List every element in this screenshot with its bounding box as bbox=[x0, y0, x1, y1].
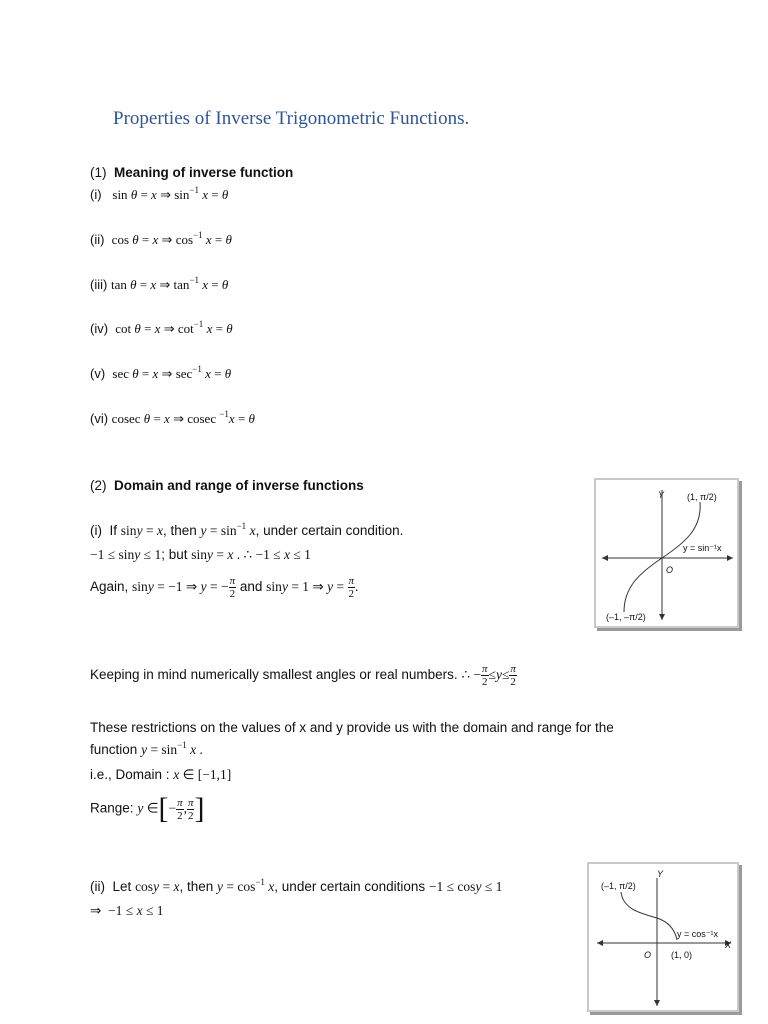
page-title: Properties of Inverse Trigonometric Functions. bbox=[113, 108, 470, 129]
arcsin-graph bbox=[594, 478, 739, 628]
item-label: (ii) bbox=[90, 879, 105, 894]
formula-row bbox=[90, 232, 232, 248]
arrow-left-icon bbox=[602, 555, 608, 561]
item-label: (ii) bbox=[90, 232, 105, 247]
text: , under certain conditions bbox=[274, 879, 426, 894]
fraction: $\frac{\pi}{2}$ bbox=[510, 663, 516, 688]
arccos-curve bbox=[621, 892, 677, 940]
text: , then bbox=[179, 879, 214, 894]
item-label: (i) bbox=[90, 523, 102, 538]
formula: cos θ = x ⇒ $\cos^{-1} x = \theta$ bbox=[111, 230, 232, 247]
formula: cot θ = x ⇒ $\cot^{-1} x = \theta$ bbox=[115, 319, 233, 336]
text: Range: bbox=[90, 800, 134, 816]
section-1-heading bbox=[90, 165, 293, 180]
section-2-heading bbox=[90, 478, 364, 493]
range-line: Range: y ∈[− $\frac{\pi}{2}$ , $\frac{\pi}{2}$ ] bbox=[90, 792, 205, 825]
paragraph: function $y = \sin^{-1} x$ . bbox=[90, 740, 203, 757]
item-label: (v) bbox=[90, 366, 106, 381]
fraction: $\frac{\pi}{2}$ bbox=[229, 575, 236, 600]
domain-line: i.e., Domain : x ∈ [−1,1] bbox=[90, 767, 232, 782]
curve-label: y = sin⁻¹x bbox=[683, 543, 722, 553]
item-label: (iv) bbox=[90, 321, 109, 336]
arccos-graph bbox=[587, 862, 739, 1012]
right-point-label: (1, 0) bbox=[671, 950, 693, 960]
text: Let bbox=[112, 879, 132, 894]
fraction: $\frac{\pi}{2}$ bbox=[187, 796, 194, 822]
paragraph: Keeping in mind numerically smallest angles or real numbers. ∴ − $\frac{\pi}{2}$ ≤y≤ $\frac{\pi}{2}$ bbox=[90, 663, 516, 688]
top-point-label: (1, π/2) bbox=[687, 492, 717, 502]
text: Again, bbox=[90, 579, 129, 595]
section-number: (1) bbox=[90, 165, 107, 180]
section-number: (2) bbox=[90, 478, 107, 493]
formula: cosec θ = x ⇒ cosec $^{-1}$x = θ bbox=[111, 409, 255, 426]
item-label: (i) bbox=[90, 187, 102, 202]
text: Keeping in mind numerically smallest angles or real numbers. bbox=[90, 667, 458, 683]
origin-label: O bbox=[666, 565, 674, 575]
paragraph: Again, siny = −1 ⇒ y = − $\frac{\pi}{2}$ and siny = 1 ⇒ y = $\frac{\pi}{2}$ . bbox=[90, 575, 359, 600]
paragraph: −1 ≤ siny ≤ 1; but siny = x . ∴ −1 ≤ x ≤ 1 bbox=[90, 547, 311, 562]
bottom-point-label: (–1, –π/2) bbox=[606, 612, 646, 622]
arrow-down-icon bbox=[654, 1000, 660, 1006]
paragraph: ⇒ −1 ≤ x ≤ 1 bbox=[90, 903, 164, 918]
item-label: (iii) bbox=[90, 277, 108, 292]
curve-label: y = cos⁻¹x bbox=[677, 929, 719, 939]
text: If bbox=[109, 523, 118, 538]
formula: sin θ = x ⇒ $\sin^{-1} x = \theta$ bbox=[112, 185, 229, 202]
paragraph: These restrictions on the values of x and y provide us with the domain and range for the bbox=[90, 720, 614, 735]
fraction: $\frac{\pi}{2}$ bbox=[348, 575, 355, 600]
text: , then bbox=[162, 523, 197, 538]
text: and bbox=[239, 579, 263, 595]
fraction: $\frac{\pi}{2}$ bbox=[177, 796, 183, 822]
text: ; but bbox=[161, 547, 188, 562]
formula: tan θ = x ⇒ $\tan^{-1} x = \theta$ bbox=[110, 275, 229, 292]
fraction: $\frac{\pi}{2}$ bbox=[482, 663, 488, 688]
item-label: (vi) bbox=[90, 411, 109, 426]
section-title: Domain and range of inverse functions bbox=[114, 478, 364, 493]
origin-label: O bbox=[644, 950, 652, 960]
arrow-left-icon bbox=[597, 940, 603, 946]
text: , under certain condition. bbox=[255, 523, 404, 538]
arrow-down-icon bbox=[659, 614, 665, 620]
arrow-right-icon bbox=[727, 555, 733, 561]
paragraph: (i) If siny = x, then $y = \sin^{-1} x$, under certain condition. bbox=[90, 521, 404, 538]
text: i.e., Domain : bbox=[90, 767, 170, 782]
x-axis-label: X bbox=[725, 940, 732, 950]
top-point-label: (–1, π/2) bbox=[601, 881, 636, 891]
formula-row bbox=[90, 187, 228, 203]
paragraph: (ii) Let cosy = x, then $y = \cos^{-1} x$, under certain conditions −1 ≤ cosy ≤ 1 bbox=[90, 877, 503, 894]
y-axis-label: Y bbox=[658, 490, 665, 500]
formula-row bbox=[90, 366, 231, 382]
y-axis-label: Y bbox=[657, 869, 664, 879]
text: function bbox=[90, 742, 138, 757]
formula-row bbox=[90, 277, 228, 293]
formula-row bbox=[90, 411, 255, 427]
formula: sec θ = x ⇒ $\sec^{-1} x = \theta$ bbox=[112, 364, 232, 381]
section-title: Meaning of inverse function bbox=[114, 165, 294, 180]
formula-row bbox=[90, 321, 233, 337]
